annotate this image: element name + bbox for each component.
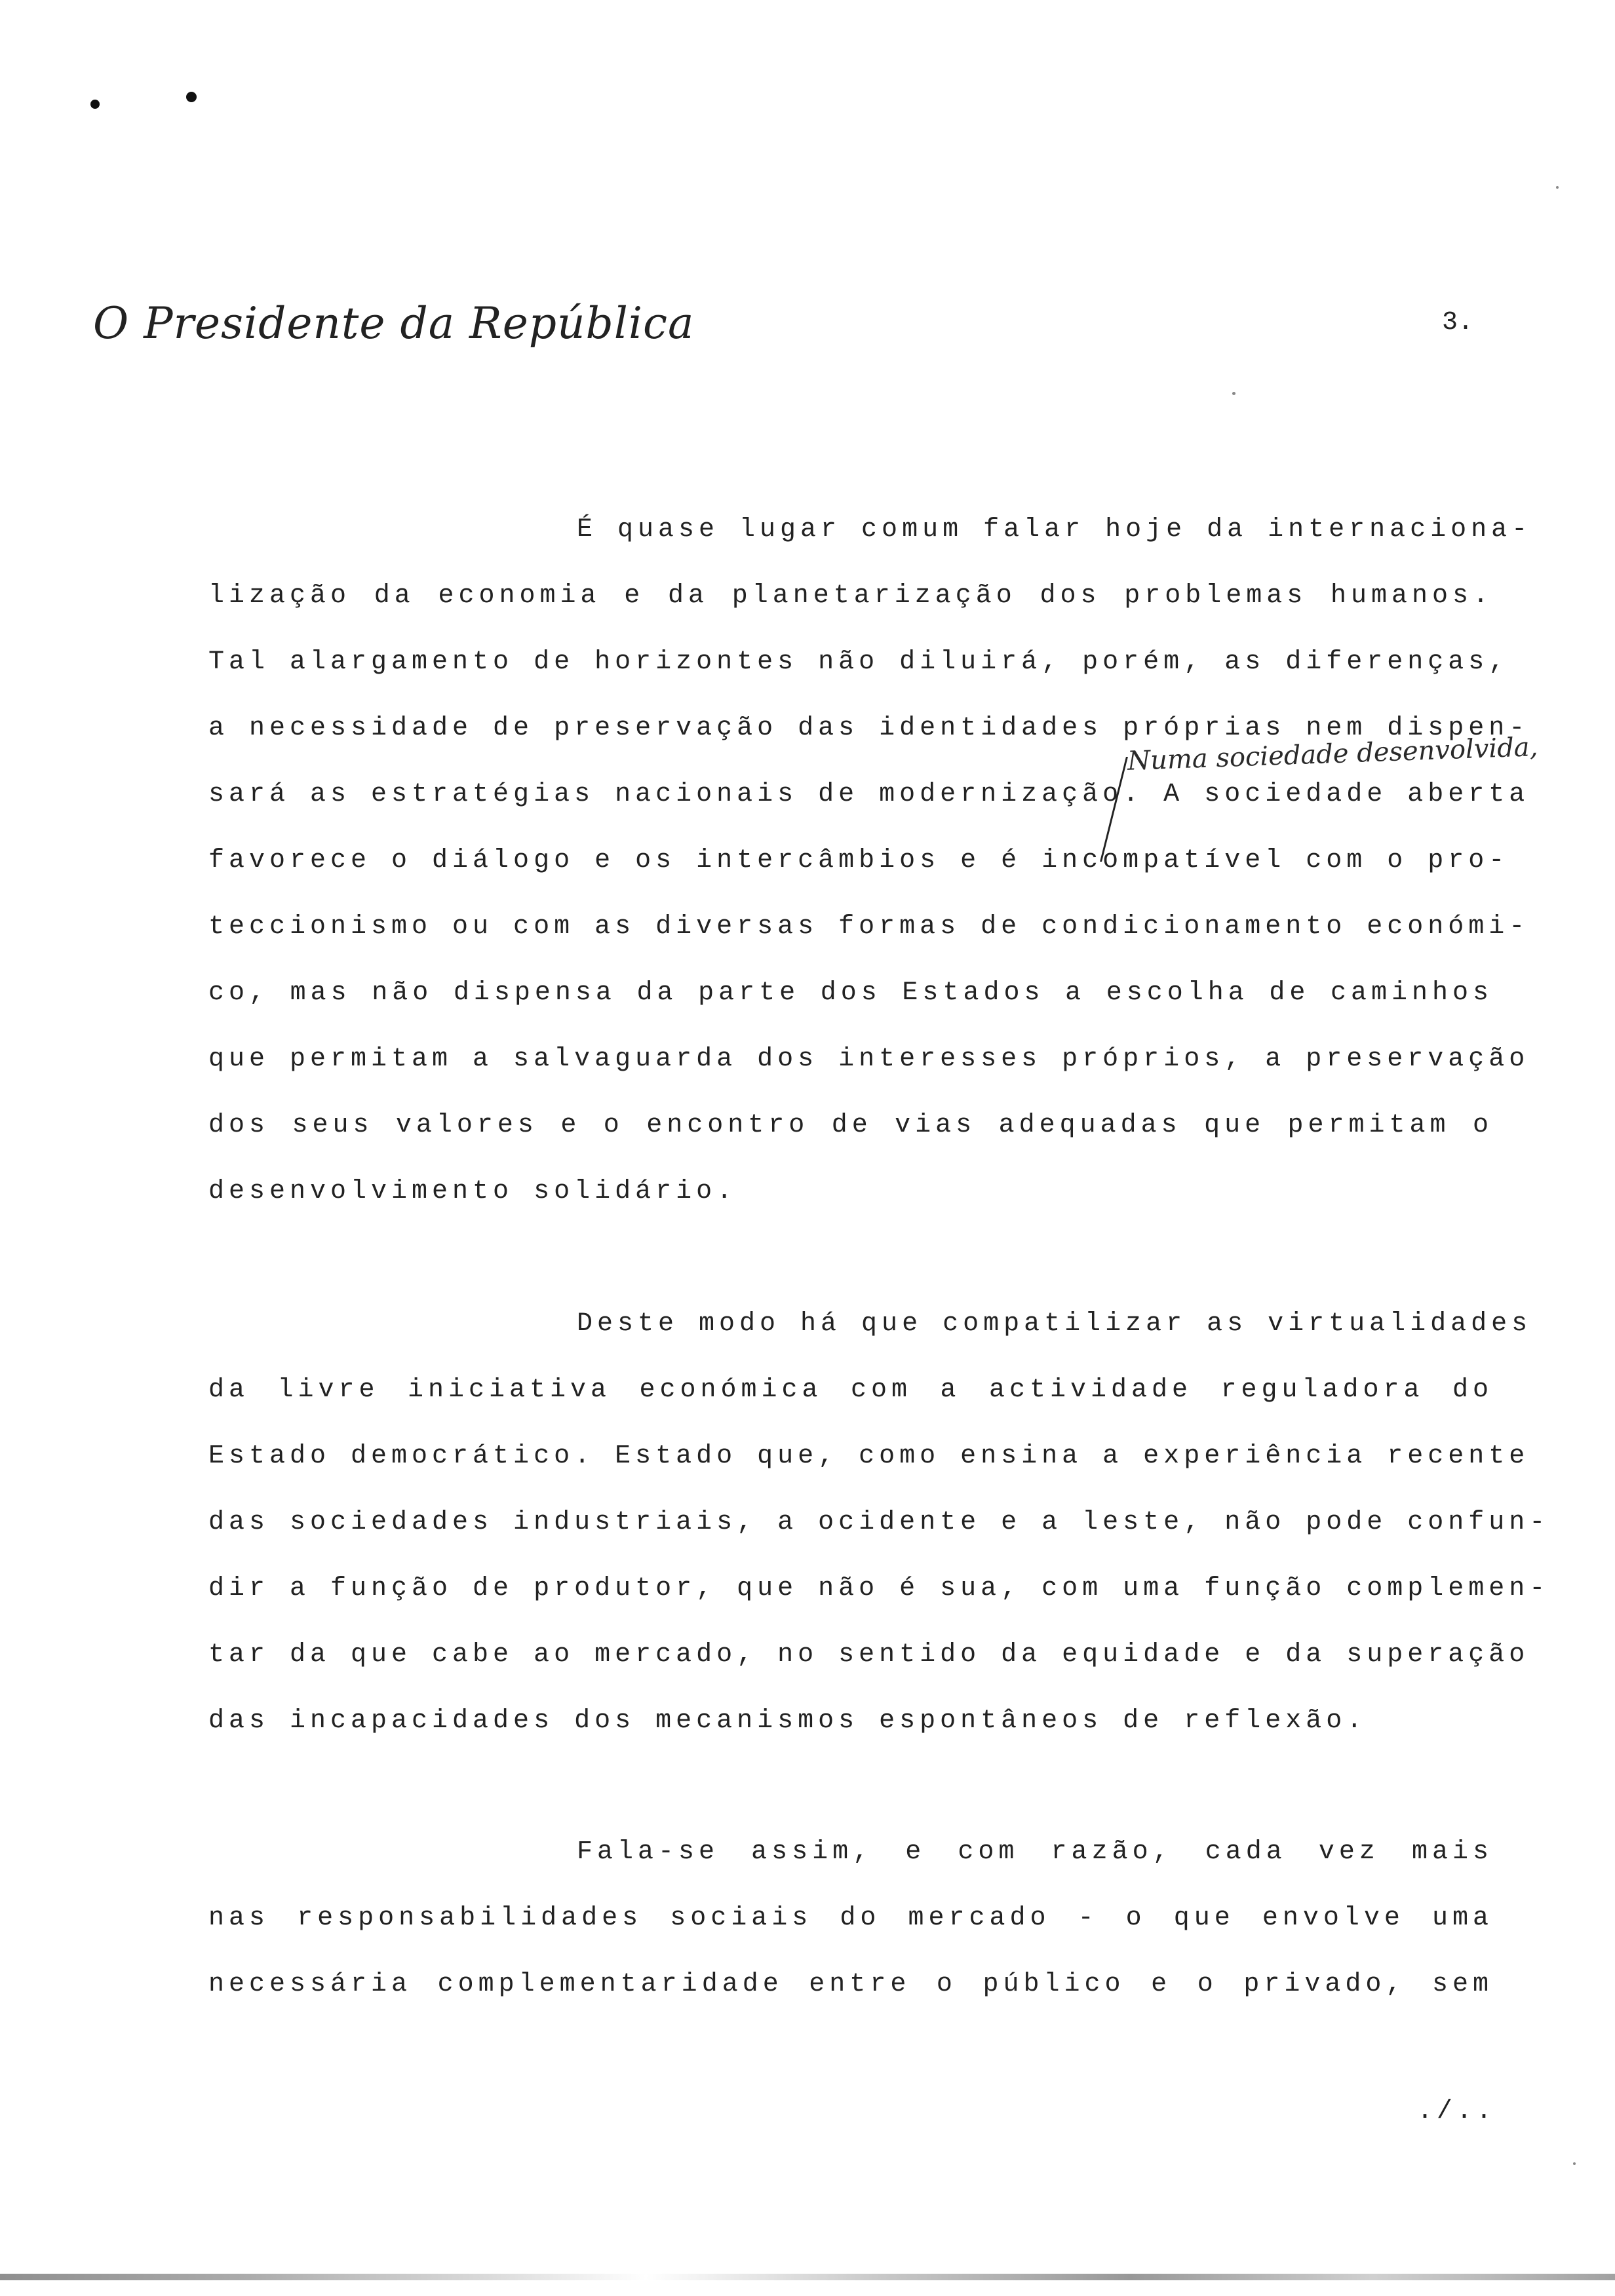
text-line: nas responsabilidades sociais do mercado - o que envolve uma <box>208 1904 1493 1933</box>
text-line: sará as estratégias nacionais de modernização. A sociedade aberta <box>208 780 1530 809</box>
text-line: Deste modo há que compatilizar as virtualidades <box>577 1309 1532 1339</box>
text-line: desenvolvimento solidário. <box>208 1177 737 1206</box>
scan-speck <box>1556 186 1559 189</box>
punch-hole-mark <box>90 100 100 109</box>
text-line: teccionismo ou com as diversas formas de condicionamento económi- <box>208 912 1530 942</box>
text-line: Fala-se assim, e com razão, cada vez mais <box>577 1837 1493 1867</box>
text-line: da livre iniciativa económica com a actividade reguladora do <box>208 1375 1493 1405</box>
text-line: tar da que cabe ao mercado, no sentido da equidade e da superação <box>208 1640 1530 1670</box>
scan-speck <box>1573 2162 1576 2165</box>
paragraph-2 <box>208 1291 1550 1754</box>
text-line: a necessidade de preservação das identidades próprias nem dispen- <box>208 714 1530 743</box>
text-line: dos seus valores e o encontro de vias adequadas que permitam o <box>208 1111 1493 1140</box>
handwritten-insertion: Numa sociedade desenvolvida, <box>1127 732 1539 776</box>
text-line: É quase lugar comum falar hoje da internaciona- <box>577 515 1532 545</box>
text-line: dir a função de produtor, que não é sua, com uma função complemen- <box>208 1574 1550 1603</box>
paragraph-3 <box>208 1819 1493 2018</box>
text-line: Estado democrático. Estado que, como ensina a experiência recente <box>208 1442 1530 1471</box>
scan-speck <box>1232 392 1236 395</box>
text-line: que permitam a salvaguarda dos interesses próprios, a preservação <box>208 1044 1530 1074</box>
text-line: Tal alargamento de horizontes não diluirá, porém, as diferenças, <box>208 647 1509 677</box>
letterhead-title: O Presidente da República <box>93 298 695 349</box>
text-line: co, mas não dispensa da parte dos Estados a escolha de caminhos <box>208 978 1493 1008</box>
text-line: lização da economia e da planetarização dos problemas humanos. <box>208 581 1493 611</box>
punch-hole-mark <box>186 92 197 102</box>
paragraph-1 <box>208 497 1532 1225</box>
scan-edge-artifact <box>0 2274 1615 2280</box>
continuation-mark: ./.. <box>1417 2097 1496 2126</box>
text-line: das sociedades industriais, a ocidente e a leste, não pode confun- <box>208 1508 1550 1537</box>
text-line: favorece o diálogo e os intercâmbios e é incompatível com o pro- <box>208 846 1509 875</box>
text-line: das incapacidades dos mecanismos espontâneos de reflexão. <box>208 1706 1367 1736</box>
text-line: necessária complementaridade entre o público e o privado, sem <box>208 1970 1493 1999</box>
page-number: 3. <box>1442 308 1474 337</box>
